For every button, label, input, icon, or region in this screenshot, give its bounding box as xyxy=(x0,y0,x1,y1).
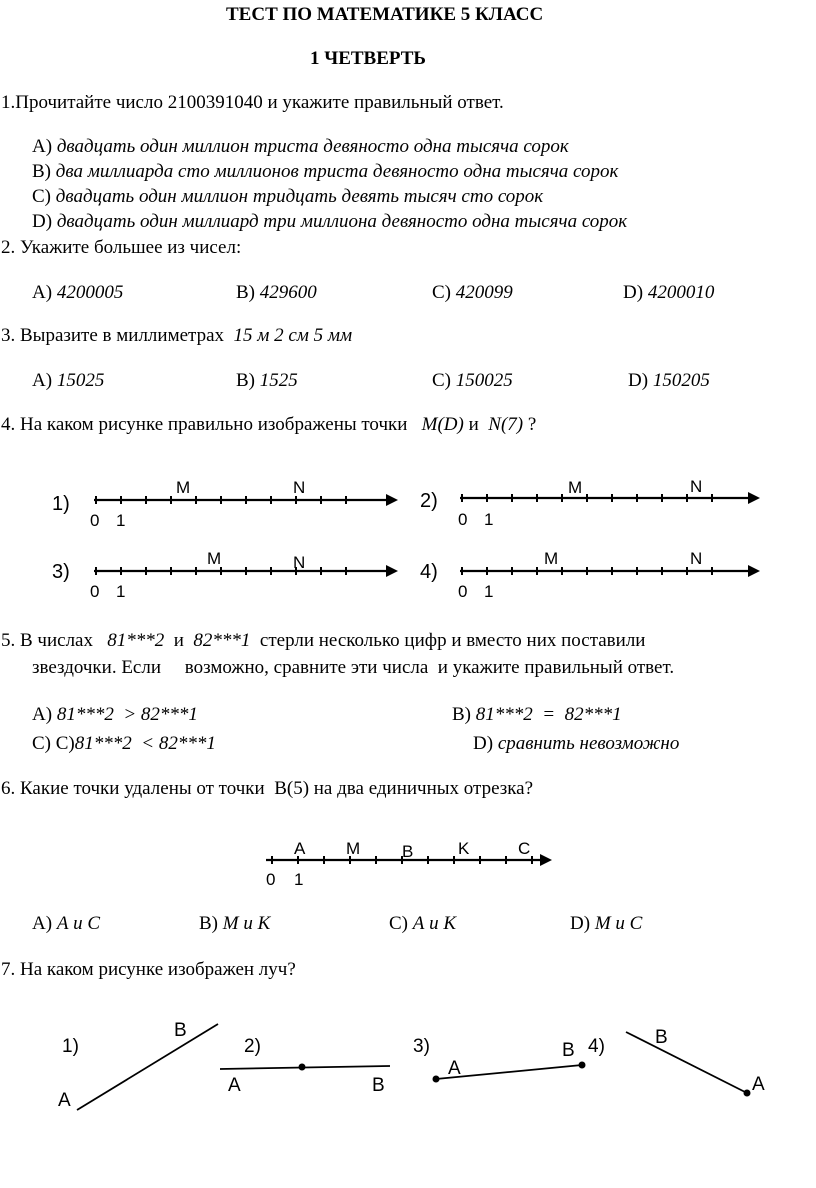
q4-fig4-point-m: M xyxy=(544,549,559,568)
q4-fig1-label: 1) xyxy=(52,493,70,515)
q7-fig2-point-b: B xyxy=(372,1075,385,1096)
q4-fig3-label: 3) xyxy=(52,561,70,583)
q4-fig3-one: 1 xyxy=(116,582,126,601)
q7-fig1-line xyxy=(77,1024,218,1110)
q7-figure-1 xyxy=(58,1020,218,1111)
page-title: ТЕСТ ПО МАТЕМАТИКЕ 5 КЛАСС xyxy=(226,4,544,25)
q1-option-b: B) два миллиарда сто миллионов триста девяносто одна тысяча сорок xyxy=(32,161,619,182)
q2-option-c: C) 420099 xyxy=(432,282,513,303)
q5-option-a: A) 81***2 > 82***1 xyxy=(32,704,198,725)
q4-fig2-label: 2) xyxy=(420,490,438,512)
q2-option-a: A) 4200005 xyxy=(32,282,124,303)
q3-option-b: B) 1525 xyxy=(236,370,298,391)
q2-option-b: B) 429600 xyxy=(236,282,317,303)
q4-fig2-zero: 0 xyxy=(458,510,468,529)
question-7-text: 7. На каком рисунке изображен луч? xyxy=(1,959,296,980)
q1-option-d: D) двадцать один миллиард три миллиона девяносто одна тысяча сорок xyxy=(32,211,628,232)
q4-fig3-point-m: M xyxy=(207,549,222,568)
q7-fig2-label: 2) xyxy=(244,1036,261,1057)
q6-number-line xyxy=(250,830,570,890)
q3-option-c: C) 150025 xyxy=(432,370,513,391)
q3-option-d: D) 150205 xyxy=(628,370,710,391)
q7-figures xyxy=(0,1010,816,1120)
q7-fig4-dot xyxy=(744,1090,751,1097)
q7-fig4-line xyxy=(626,1032,747,1093)
q7-fig1-label: 1) xyxy=(62,1036,79,1057)
q7-fig3-dot-a xyxy=(433,1076,440,1083)
q7-fig4-label: 4) xyxy=(588,1036,605,1057)
q6-option-d: D) М и С xyxy=(570,913,643,934)
q6-point-b: B xyxy=(402,842,414,861)
q4-fig4-arrow xyxy=(748,565,760,577)
q4-fig4-one: 1 xyxy=(484,582,494,601)
question-3-text: 3. Выразите в миллиметрах 15 м 2 см 5 мм xyxy=(1,325,353,346)
q5-option-c: C) С)81***2 < 82***1 xyxy=(32,733,216,754)
question-4-text: 4. На каком рисунке правильно изображены точки M(D) и N(7) ? xyxy=(1,414,537,435)
q4-fig3-point-n: N xyxy=(293,553,306,572)
q4-fig4-point-n: N xyxy=(690,549,703,568)
q4-fig2-one: 1 xyxy=(484,510,494,529)
q4-fig1-arrow xyxy=(386,494,398,506)
q4-fig1-one: 1 xyxy=(116,511,126,530)
q4-figure-4 xyxy=(420,549,760,601)
q6-point-a: A xyxy=(294,839,306,858)
q7-fig1-point-a: A xyxy=(58,1090,71,1111)
q4-fig4-zero: 0 xyxy=(458,582,468,601)
question-1-text: 1.Прочитайте число 2100391040 и укажите правильный ответ. xyxy=(1,92,504,113)
q4-fig1-point-n: N xyxy=(293,478,306,497)
page-subtitle: 1 ЧЕТВЕРТЬ xyxy=(310,48,426,69)
q7-fig3-point-b: B xyxy=(562,1040,575,1061)
q6-arrow xyxy=(540,854,552,866)
q6-point-c: C xyxy=(518,839,531,858)
q6-option-b: B) М и К xyxy=(199,913,271,934)
q4-fig2-arrow xyxy=(748,492,760,504)
q7-fig1-point-b: B xyxy=(174,1020,187,1041)
q4-figure-1 xyxy=(52,478,398,530)
q1-option-c: C) двадцать один миллион тридцать девять тысяч сто сорок xyxy=(32,186,544,207)
q1-option-a: A) двадцать один миллион триста девяносто одна тысяча сорок xyxy=(32,136,569,157)
question-5-text: 5. В числах 81***2 и 82***1 стерли несколько цифр и вместо них поставили xyxy=(1,630,646,651)
q7-figure-2 xyxy=(220,1036,390,1096)
q3-option-a: A) 15025 xyxy=(32,370,105,391)
question-6-text: 6. Какие точки удалены от точки В(5) на два единичных отрезка? xyxy=(1,778,534,799)
question-2-text: 2. Укажите большее из чисел: xyxy=(1,237,242,258)
q2-option-d: D) 4200010 xyxy=(623,282,715,303)
q4-figure-2 xyxy=(420,477,760,529)
q4-fig1-point-m: M xyxy=(176,478,191,497)
q7-figure-3 xyxy=(413,1036,586,1083)
q4-number-lines xyxy=(0,470,816,610)
q7-fig3-dot-b xyxy=(579,1062,586,1069)
q6-point-k: K xyxy=(458,839,470,858)
q4-fig3-zero: 0 xyxy=(90,582,100,601)
q7-figure-4 xyxy=(588,1027,765,1097)
q7-fig4-point-b: B xyxy=(655,1027,668,1048)
q6-one: 1 xyxy=(294,870,304,889)
q4-fig1-zero: 0 xyxy=(90,511,100,530)
q6-option-a: A) А и С xyxy=(32,913,101,934)
q6-zero: 0 xyxy=(266,870,276,889)
q6-option-c: C) А и К xyxy=(389,913,456,934)
q4-fig2-point-m: M xyxy=(568,478,583,497)
question-5-text-line2: звездочки. Если возможно, сравните эти числа и укажите правильный ответ. xyxy=(32,657,675,678)
q4-fig2-point-n: N xyxy=(690,477,703,496)
q5-option-d: D) сравнить невозможно xyxy=(473,733,680,754)
q7-fig2-dot xyxy=(299,1064,306,1071)
q7-fig3-label: 3) xyxy=(413,1036,430,1057)
q4-fig3-arrow xyxy=(386,565,398,577)
q7-fig4-point-a: A xyxy=(752,1074,765,1095)
q7-fig2-point-a: A xyxy=(228,1075,241,1096)
q4-fig4-label: 4) xyxy=(420,561,438,583)
q7-fig3-point-a: A xyxy=(448,1058,461,1079)
q5-option-b: B) 81***2 = 82***1 xyxy=(452,704,622,725)
q4-figure-3 xyxy=(52,549,398,601)
q6-point-m: M xyxy=(346,839,361,858)
